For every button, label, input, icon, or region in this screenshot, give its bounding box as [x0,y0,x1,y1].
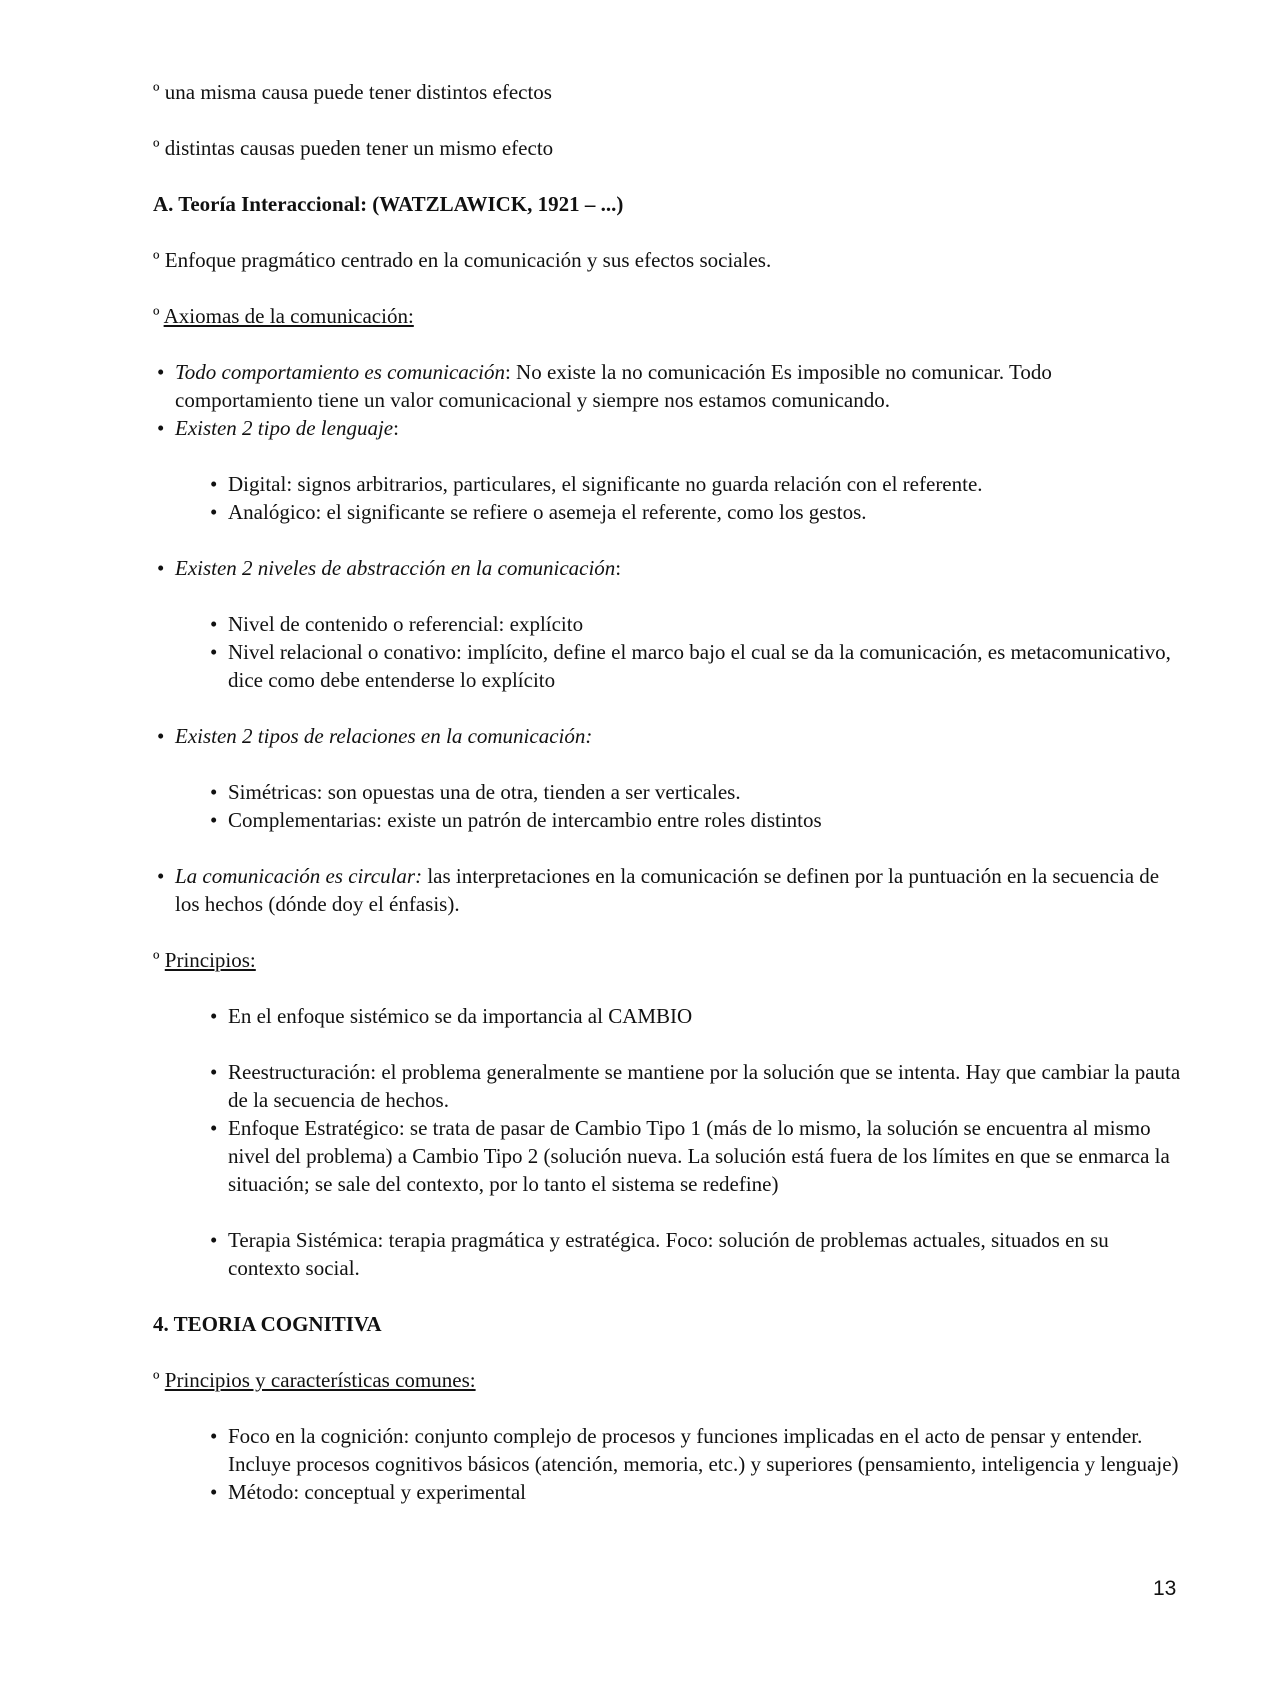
axiom-3-term: Existen 2 niveles de abstracción en la comunicación [175,556,616,580]
list-item-principio-cambio: • En el enfoque sistémico se da importancia al CAMBIO [153,1002,1183,1030]
principios-title: Principios: [164,948,256,972]
list-item-metodo: • Método: conceptual y experimental [153,1478,1183,1506]
comunes-prefix: º [153,1368,165,1392]
list-item-lenguaje-digital: • Digital: signos arbitrarios, particulares, el significante no guarda relación con el referente. [153,470,1183,498]
document-page [153,78,1183,1506]
axiom-1-text: : No existe la no comunicación Es imposible no comunicar. Todo comportamiento tiene un valor comunicacional y siempre nos estamos comunicando. [175,360,1052,412]
subheading-principios-comunes [153,1366,1183,1394]
axiom-2-term: Existen 2 tipo de lenguaje [175,416,394,440]
list-item-lenguaje-analogico: • Analógico: el significante se refiere o asemeja el referente, como los gestos. [153,498,1183,526]
list-item-reestructuracion: • Reestructuración: el problema generalmente se mantiene por la solución que se intenta. Hay que cambiar la pauta de la secuencia de hechos. [153,1058,1183,1114]
axiomas-prefix: º [153,304,164,328]
subheading-principios [153,946,1183,974]
axiomas-title: Axiomas de la comunicación: [163,304,414,328]
list-item-axiom-1 [153,358,1183,414]
list-item-enfoque-estrategico: • Enfoque Estratégico: se trata de pasar de Cambio Tipo 1 (más de lo mismo, la solución se encuentra al mismo nivel del problema) a Cambio Tipo 2 (solución nueva. La solución está fuera de los límites en que se enmarca la situación; se sale del contexto, por lo tanto el sistema se redefine) [153,1114,1183,1198]
axiom-5-term: La comunicación es circular: [175,864,423,888]
axiom-5-text: las interpretaciones en la comunicación se definen por la puntuación en la secuencia de los hechos (dónde doy el énfasis). [175,864,1160,916]
axiom-3-text: : [615,556,622,580]
axiom-2-text: : [393,416,399,440]
axiom-4-term: Existen 2 tipos de relaciones en la comunicación: [175,724,593,748]
comunes-title: Principios y características comunes: [164,1368,476,1392]
list-item-nivel-contenido: • Nivel de contenido o referencial: explícito [153,610,1183,638]
list-item-terapia-sistemica: • Terapia Sistémica: terapia pragmática y estratégica. Foco: solución de problemas actuales, situados en su contexto social. [153,1226,1183,1282]
list-item-axiom-4 [153,722,1183,750]
list-item-axiom-3 [153,554,1183,582]
paragraph-enfoque-pragmatico: º Enfoque pragmático centrado en la comunicación y sus efectos sociales. [153,248,772,272]
subheading-axiomas [153,302,1183,330]
heading-teoria-cognitiva: 4. TEORIA COGNITIVA [153,1312,382,1336]
principios-prefix: º [153,948,165,972]
list-item-axiom-2 [153,414,1183,442]
paragraph-distintas-causas: º distintas causas pueden tener un mismo efecto [153,136,554,160]
list-item-foco-cognicion: • Foco en la cognición: conjunto complejo de procesos y funciones implicadas en el acto de pensar y entender. Incluye procesos cognitivos básicos (atención, memoria, etc.) y superiores (pensamiento, inteligencia y lenguaje) [153,1422,1183,1478]
paragraph-misma-causa: º una misma causa puede tener distintos efectos [153,80,552,104]
heading-teoria-interaccional: A. Teoría Interaccional: (WATZLAWICK, 1921 – ...) [153,192,624,216]
page-number: 13 [1153,1577,1177,1600]
axiom-1-term: Todo comportamiento es comunicación [175,360,505,384]
list-item-nivel-relacional: • Nivel relacional o conativo: implícito, define el marco bajo el cual se da la comunicación, es metacomunicativo, dice como debe entenderse lo explícito [153,638,1183,694]
list-item-complementarias: • Complementarias: existe un patrón de intercambio entre roles distintos [153,806,1183,834]
list-item-simetricas: • Simétricas: son opuestas una de otra, tienden a ser verticales. [153,778,1183,806]
list-item-axiom-5 [153,862,1183,918]
